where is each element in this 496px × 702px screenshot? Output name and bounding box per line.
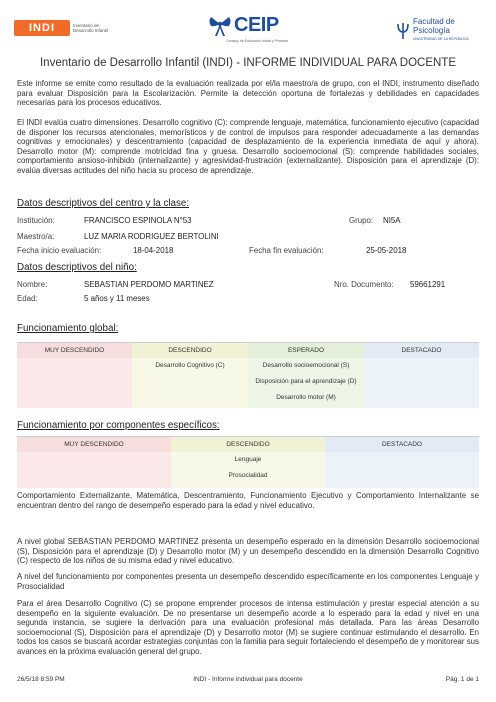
institution-value: FRANCISCO ESPINOLA N°53 [84, 216, 192, 225]
grid-column-header: DESCENDIDO [171, 437, 325, 452]
grid-column-1 [171, 437, 325, 488]
indi-logo [14, 20, 113, 36]
intro-paragraph-1: Este informe se emite como resultado de la evaluación realizada por el/la maestro/a de grupo, con el INDI, instrumento diseñado para evaluar Disposición para la Escolarización. Permite la detección oportuna de fortalezas y debilidades en capacidades necesarias para los procesos educativos. [17, 79, 479, 108]
grid-column-header: MUY DESCENDIDO [17, 437, 171, 452]
grid-column-body [364, 358, 479, 408]
child-data-title: Datos descriptivos del niño: [17, 262, 137, 273]
footer-title: INDI - Informe individual para docente [193, 676, 303, 683]
start-date-value: 18-04-2018 [133, 246, 174, 255]
page-title: Inventario de Desarrollo Infantil (INDI) - INFORME INDIVIDUAL PARA DOCENTE [39, 57, 457, 69]
page-header [0, 0, 496, 52]
psi-logo-line1: Facultad de [413, 17, 455, 26]
grid-column-2 [248, 343, 364, 408]
group-value: NI5A [383, 216, 401, 225]
end-date-label: Fecha fin evaluación: [249, 246, 324, 255]
footer-date: 26/5/18 8:59 PM [17, 676, 65, 683]
components-grid [17, 436, 479, 487]
grid-item: Desarrollo socioemocional (S) [262, 362, 350, 369]
components-title: Funcionamiento por componentes específicos: [17, 420, 220, 431]
indi-logo-box: INDI [14, 20, 70, 36]
grid-item: Lenguaje [234, 456, 262, 463]
grid-column-body [325, 452, 479, 488]
grid-item: Disposición para el aprendizaje (D) [255, 378, 357, 385]
grid-item: Desarrollo motor (M) [276, 394, 336, 401]
document-value: 59661291 [410, 280, 446, 289]
summary-paragraph-1: A nivel global SEBASTIAN PERDOMO MARTINEZ presenta un desempeño esperado en la dimensión Desarrollo socioemocional (S), Disposición para el aprendizaje (D) y Desarrollo motor (M) y un desempeño descendido en la dimensión Desarrollo Cognitivo (C) respecto de los niños de su misma edad y nivel educativo. [17, 537, 479, 566]
global-functioning-title: Funcionamiento global: [17, 323, 119, 334]
institution-label: Institución: [17, 216, 55, 225]
grid-column-0 [17, 343, 132, 408]
group-label: Grupo: [349, 216, 374, 225]
grid-column-body [132, 358, 248, 408]
grid-column-header: ESPERADO [248, 343, 364, 358]
psi-logo-line2: Psicología [413, 25, 450, 35]
grid-column-body [17, 452, 171, 488]
start-date-label: Fecha inicio evaluación: [17, 246, 102, 255]
end-date-value: 25-05-2018 [366, 246, 407, 255]
grid-item: Prosocialidad [228, 472, 268, 479]
intro-paragraph-2: El INDI evalúa cuatro dimensiones. Desarrollo cognitivo (C): comprende lenguaje, matemática, funcionamiento ejecutivo (capacidad de disponer los recursos atencionales, memorísticos y de control de impulsos para responder adecuadamente a las demandas cognitivas y emocionales) y descentramiento (capacidad de desplazamiento de la experiencia inmediata de aquí y ahora). Desarrollo motor (M): comprende motricidad fina y gruesa. Desarrollo socioemocional (S): comprende habilidades sociales, comportamiento ansioso-inhibido (internalizante) y agresividad-frustración (externalizante). Disposición para el aprendizaje (D): evalúa diversas actitudes del niño hacia su proceso de aprendizaje. [17, 118, 479, 175]
grid-column-0 [17, 437, 171, 488]
ceip-logo-text: CEIP [234, 14, 279, 36]
summary-paragraph-2: A nivel del funcionamiento por componentes presenta un desempeño descendido específicamente en los componentes Lenguaje y Prosocialidad [17, 572, 479, 591]
global-functioning-grid [17, 342, 479, 407]
psi-icon [396, 22, 410, 40]
grid-column-3 [364, 343, 479, 408]
age-label: Edad: [17, 294, 38, 303]
psi-logo-subtitle: UNIVERSIDAD DE LA REPÚBLICA [413, 37, 469, 41]
grid-column-body [17, 358, 132, 408]
grid-column-2 [325, 437, 479, 488]
grid-item: Desarrollo Cognitivo (C) [155, 362, 225, 369]
grid-column-body [248, 358, 364, 408]
summary-paragraph-3: Para el área Desarrollo Cognitivo (C) se propone emprender procesos de intensa estimulación y prestar especial atención a su desempeño en la siguiente evaluación. De no presentarse un desempeño acorde a lo esperado para la edad y nivel en una segunda instancia, se sugiere la derivación para una evaluación profesional más detallada. Para las áreas Desarrollo socioemocional (S), Disposición para el aprendizaje (D) y Desarrollo motor (M) se sugiere continuar estimulando el desarrollo. En todos los casos se buscará acordar estrategias conjuntas con la familia para seguir fortaleciendo el desempeño de y monitorear sus avances en la próxima evaluación general del grupo. [17, 599, 479, 656]
footer-page: Pág. 1 de 1 [445, 676, 479, 683]
ceip-logo [208, 14, 279, 37]
center-data-title: Datos descriptivos del centro y la clase: [17, 198, 190, 209]
psicologia-logo [396, 18, 469, 44]
components-note: Comportamiento Externalizante, Matemática, Descentramiento, Funcionamiento Ejecutivo y Comportamiento Internalizante se encuentran dentro del rango de desempeño esperado para la edad y nivel educativo. [17, 491, 479, 510]
child-name-value: SEBASTIAN PERDOMO MARTINEZ [84, 280, 214, 289]
document-label: Nro. Documento: [334, 280, 394, 289]
grid-column-header: DESTACADO [364, 343, 479, 358]
grid-column-header: MUY DESCENDIDO [17, 343, 132, 358]
indi-logo-subtitle: Inventario de Desarrollo Infantil [73, 23, 109, 33]
grid-column-1 [132, 343, 248, 408]
teacher-value: LUZ MARIA RODRIGUEZ BERTOLINI [84, 232, 219, 241]
child-name-label: Nombre: [17, 280, 48, 289]
teacher-label: Maestro/a: [17, 232, 55, 241]
ceip-logo-subtitle: Consejo de Educación Inicial y Primaria [226, 39, 288, 43]
grid-column-header: DESTACADO [325, 437, 479, 452]
grid-column-header: DESCENDIDO [132, 343, 248, 358]
grid-column-body [171, 452, 325, 488]
age-value: 5 años y 11 meses [84, 294, 150, 303]
ribbon-icon [208, 15, 232, 37]
